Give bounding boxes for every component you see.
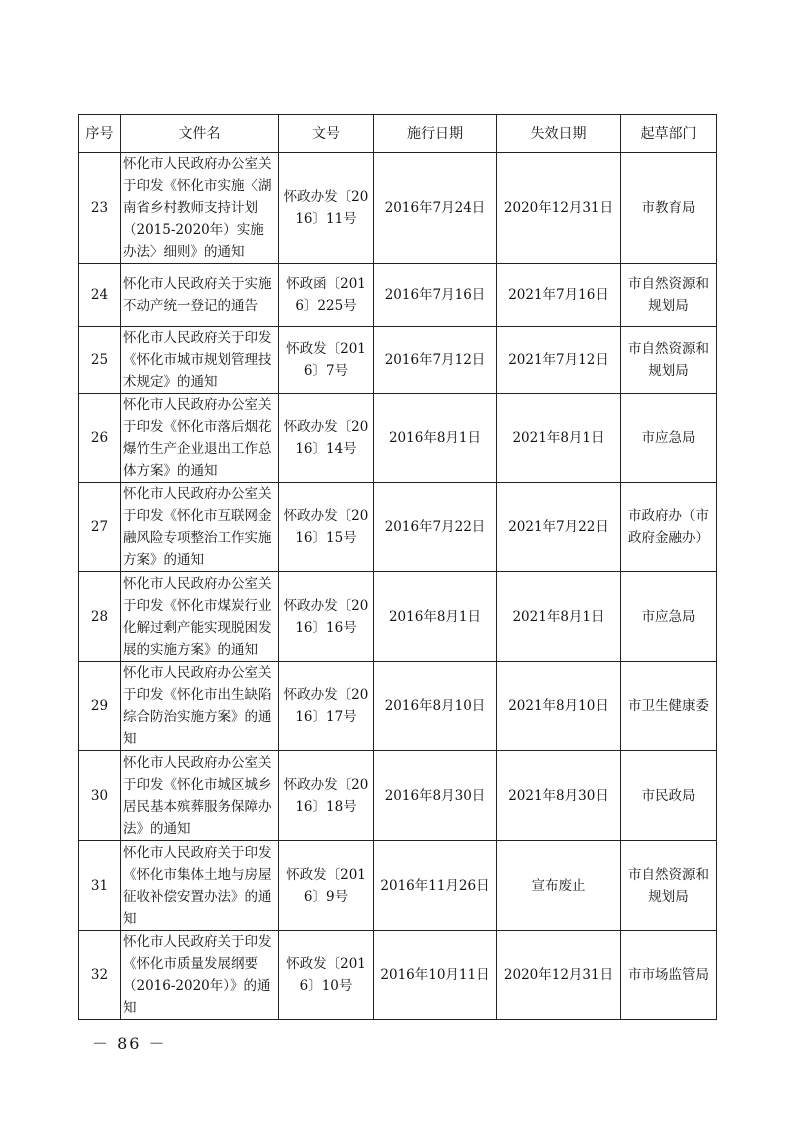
cell-expiry-date: 2021年8月1日 (497, 394, 621, 483)
cell-name: 怀化市人民政府办公室关于印发《怀化市落后烟花爆竹生产企业退出工作总体方案》的通知 (121, 394, 279, 483)
cell-dept: 市自然资源和规划局 (621, 327, 717, 394)
cell-effective-date: 2016年7月24日 (374, 153, 497, 264)
table-row (79, 751, 717, 841)
cell-expiry-date: 2020年12月31日 (497, 153, 621, 264)
cell-doc-no: 怀政发〔2016〕10号 (279, 931, 374, 1020)
cell-seq: 26 (79, 394, 121, 483)
cell-expiry-date: 2021年8月1日 (497, 572, 621, 662)
cell-name: 怀化市人民政府办公室关于印发《怀化市实施〈湖南省乡村教师支持计划（2015-2020年）实施办法〉细则》的通知 (121, 153, 279, 264)
cell-expiry-date: 2021年8月10日 (497, 662, 621, 751)
cell-effective-date: 2016年11月26日 (374, 841, 497, 931)
cell-doc-no: 怀政发〔2016〕7号 (279, 327, 374, 394)
cell-dept: 市自然资源和规划局 (621, 264, 717, 327)
cell-doc-no: 怀政办发〔2016〕17号 (279, 662, 374, 751)
header-expiry-date: 失效日期 (497, 115, 621, 153)
cell-name: 怀化市人民政府办公室关于印发《怀化市煤炭行业化解过剩产能实现脱困发展的实施方案》的通知 (121, 572, 279, 662)
cell-doc-no: 怀政办发〔2016〕16号 (279, 572, 374, 662)
cell-dept: 市自然资源和规划局 (621, 841, 717, 931)
cell-effective-date: 2016年8月30日 (374, 751, 497, 841)
table-row (79, 572, 717, 662)
cell-effective-date: 2016年8月10日 (374, 662, 497, 751)
cell-effective-date: 2016年7月12日 (374, 327, 497, 394)
cell-expiry-date: 2021年8月30日 (497, 751, 621, 841)
page-number: － 86 － (92, 1034, 167, 1053)
table-row (79, 841, 717, 931)
cell-doc-no: 怀政办发〔2016〕14号 (279, 394, 374, 483)
table-row (79, 931, 717, 1020)
header-dept: 起草部门 (621, 115, 717, 153)
cell-expiry-date: 2020年12月31日 (497, 931, 621, 1020)
cell-seq: 24 (79, 264, 121, 327)
cell-doc-no: 怀政办发〔2016〕15号 (279, 483, 374, 572)
cell-seq: 32 (79, 931, 121, 1020)
header-name: 文件名 (121, 115, 279, 153)
cell-dept: 市教育局 (621, 153, 717, 264)
cell-doc-no: 怀政办发〔2016〕18号 (279, 751, 374, 841)
cell-name: 怀化市人民政府关于印发《怀化市城市规划管理技术规定》的通知 (121, 327, 279, 394)
header-effective-date: 施行日期 (374, 115, 497, 153)
table-row (79, 394, 717, 483)
table-header-row (79, 115, 717, 153)
cell-seq: 28 (79, 572, 121, 662)
cell-effective-date: 2016年10月11日 (374, 931, 497, 1020)
cell-expiry-date: 宣布废止 (497, 841, 621, 931)
cell-seq: 31 (79, 841, 121, 931)
cell-doc-no: 怀政办发〔2016〕11号 (279, 153, 374, 264)
table-row (79, 264, 717, 327)
cell-name: 怀化市人民政府关于实施不动产统一登记的通告 (121, 264, 279, 327)
cell-expiry-date: 2021年7月12日 (497, 327, 621, 394)
cell-dept: 市民政局 (621, 751, 717, 841)
cell-name: 怀化市人民政府办公室关于印发《怀化市互联网金融风险专项整治工作实施方案》的通知 (121, 483, 279, 572)
cell-seq: 27 (79, 483, 121, 572)
cell-expiry-date: 2021年7月22日 (497, 483, 621, 572)
cell-dept: 市政府办（市政府金融办） (621, 483, 717, 572)
cell-dept: 市应急局 (621, 394, 717, 483)
table-row (79, 153, 717, 264)
cell-doc-no: 怀政函〔2016〕225号 (279, 264, 374, 327)
cell-seq: 30 (79, 751, 121, 841)
document-table (78, 114, 717, 1020)
header-seq: 序号 (79, 115, 121, 153)
cell-effective-date: 2016年8月1日 (374, 572, 497, 662)
cell-name: 怀化市人民政府办公室关于印发《怀化市城区城乡居民基本殡葬服务保障办法》的通知 (121, 751, 279, 841)
cell-name: 怀化市人民政府办公室关于印发《怀化市出生缺陷综合防治实施方案》的通知 (121, 662, 279, 751)
cell-dept: 市市场监管局 (621, 931, 717, 1020)
header-doc-no: 文号 (279, 115, 374, 153)
table-row (79, 327, 717, 394)
cell-effective-date: 2016年8月1日 (374, 394, 497, 483)
table-row (79, 483, 717, 572)
cell-effective-date: 2016年7月22日 (374, 483, 497, 572)
cell-effective-date: 2016年7月16日 (374, 264, 497, 327)
table-row (79, 662, 717, 751)
cell-seq: 29 (79, 662, 121, 751)
cell-name: 怀化市人民政府关于印发《怀化市集体土地与房屋征收补偿安置办法》的通知 (121, 841, 279, 931)
cell-dept: 市应急局 (621, 572, 717, 662)
cell-doc-no: 怀政发〔2016〕9号 (279, 841, 374, 931)
cell-name: 怀化市人民政府关于印发《怀化市质量发展纲要（2016-2020年）》的通知 (121, 931, 279, 1020)
cell-seq: 25 (79, 327, 121, 394)
cell-dept: 市卫生健康委 (621, 662, 717, 751)
cell-seq: 23 (79, 153, 121, 264)
cell-expiry-date: 2021年7月16日 (497, 264, 621, 327)
